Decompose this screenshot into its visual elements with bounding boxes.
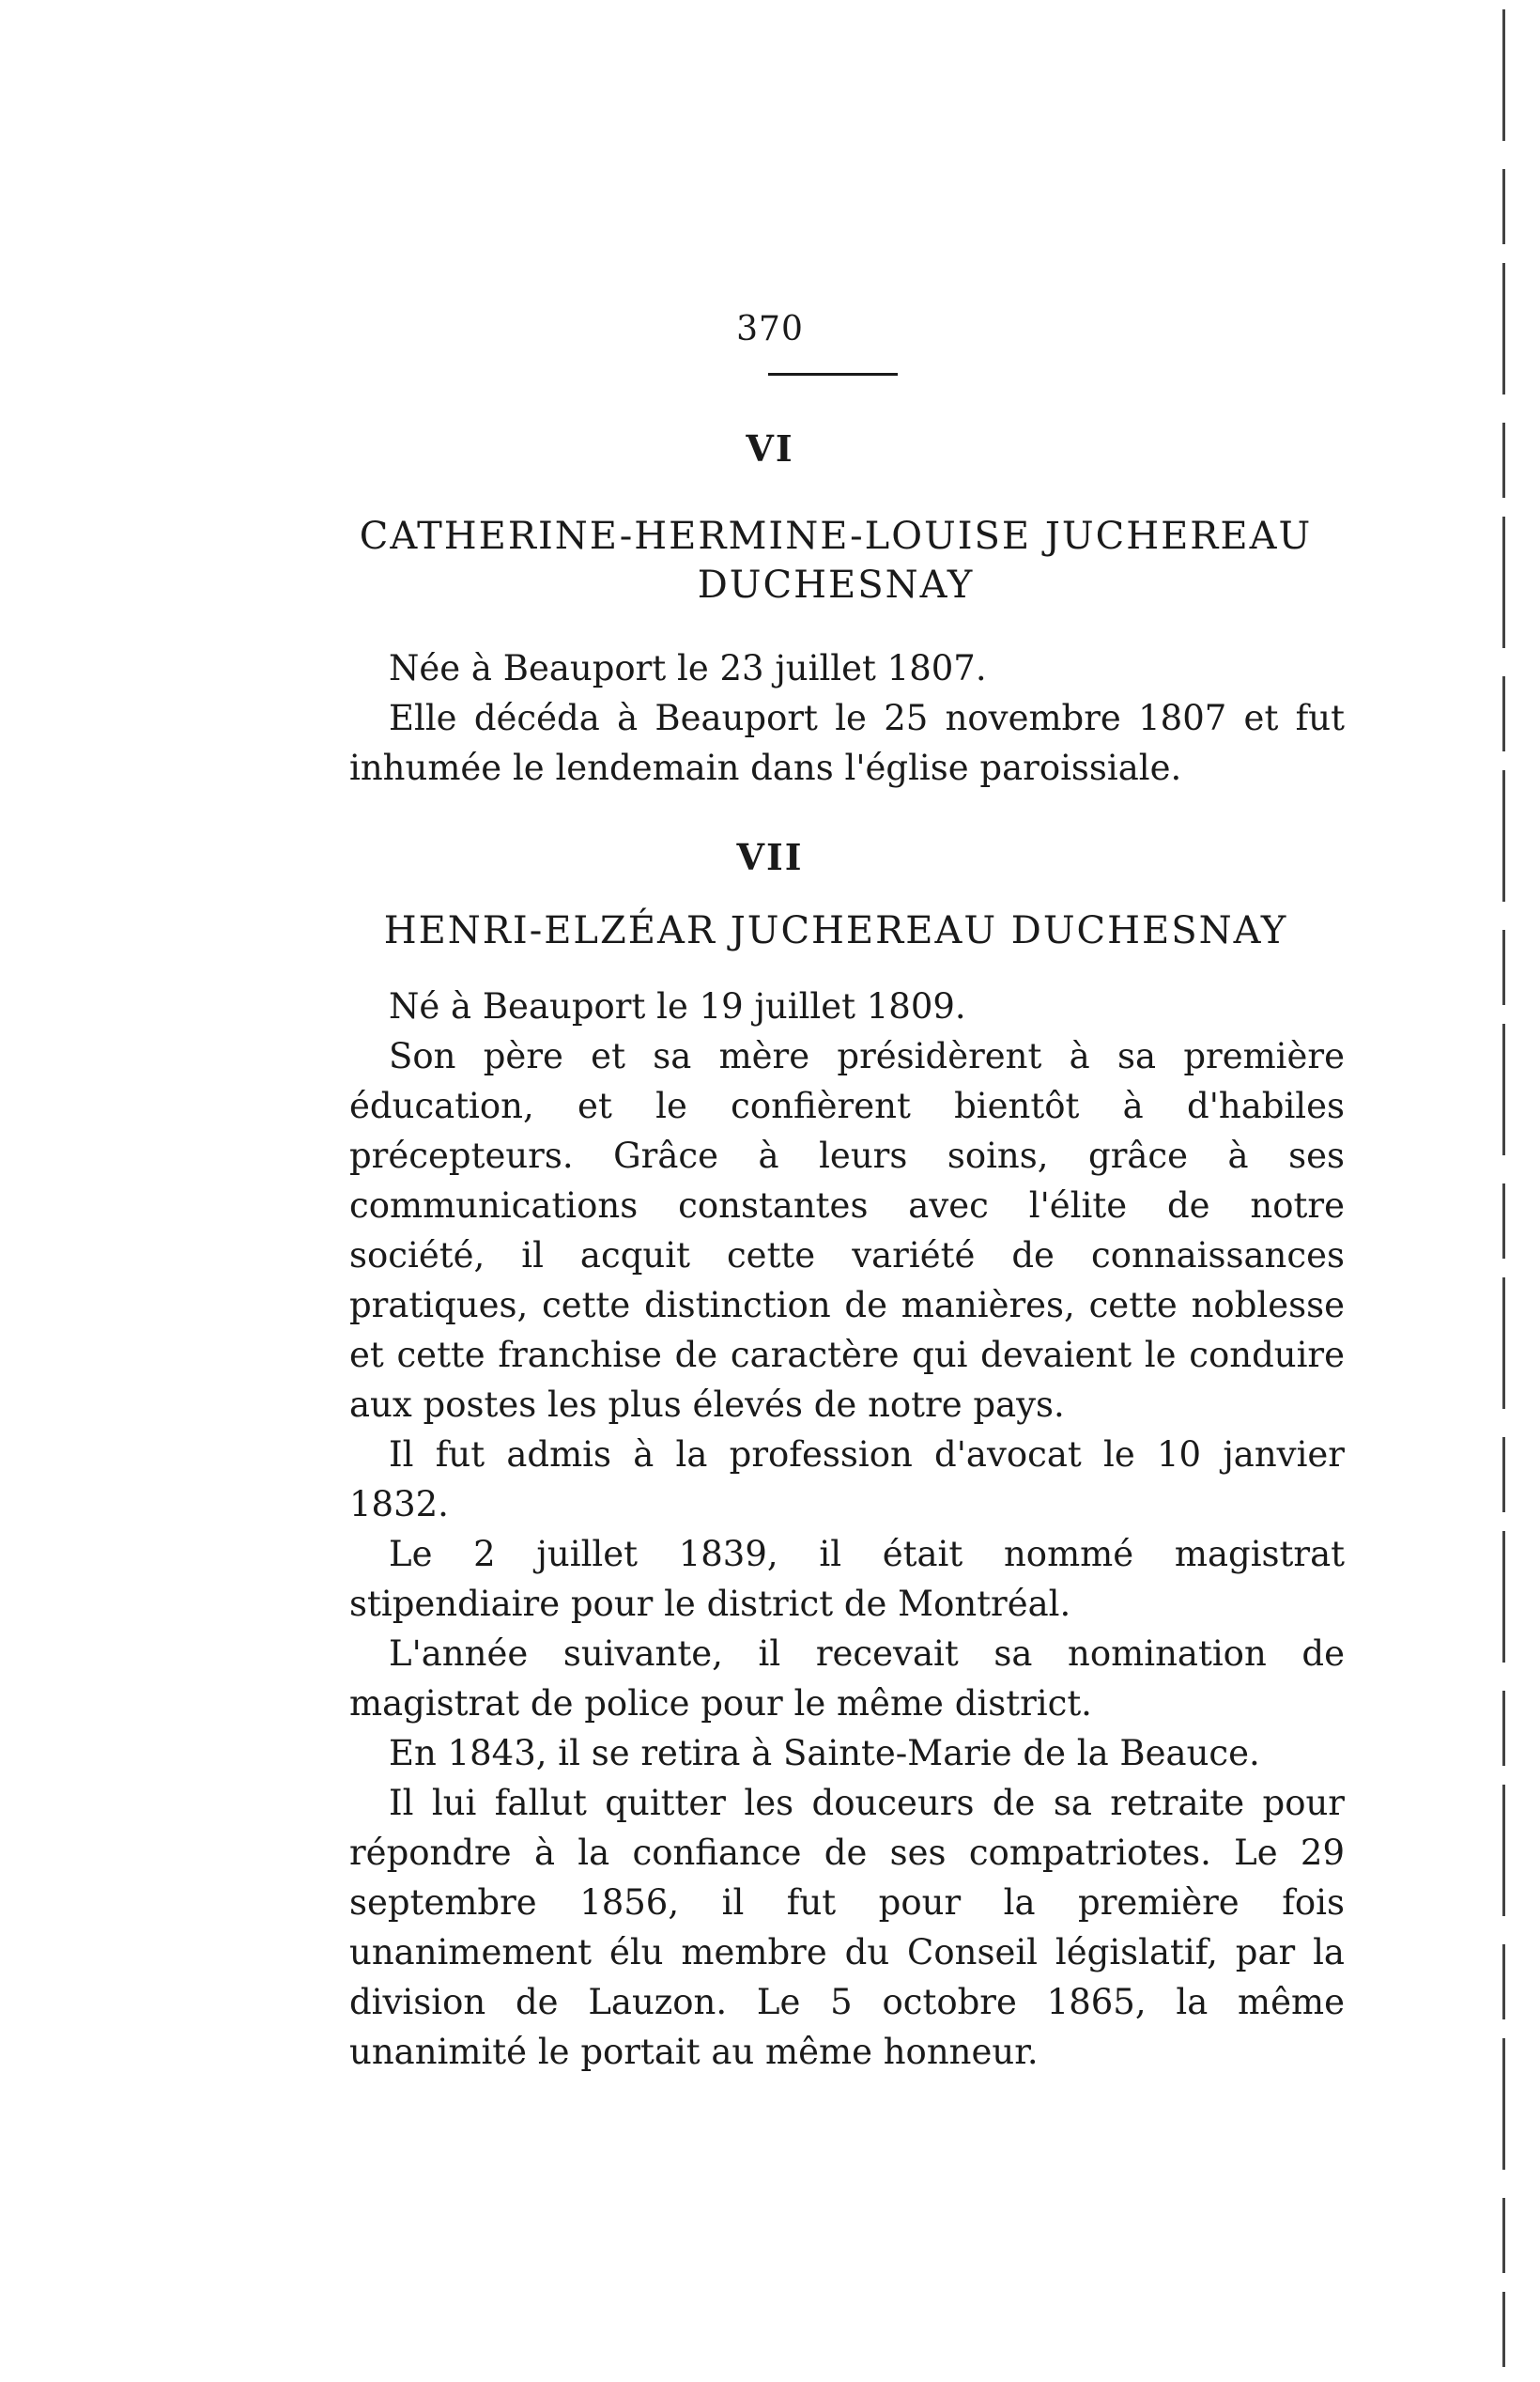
section-numeral-vii: VII (736, 836, 804, 878)
paragraph: Il fut admis à la profession d'avocat le 10 janvier 1832. (349, 1434, 1345, 1524)
paragraph: En 1843, il se retira à Sainte-Marie de la Beauce. (389, 1733, 1260, 1773)
section-body-vii (349, 982, 1345, 2077)
page-edge-line (1502, 9, 1505, 2367)
paragraph: Elle décéda à Beauport le 25 novembre 1807 et fut inhumée le lendemain dans l'église paroissiale. (349, 698, 1345, 788)
paragraph: Le 2 juillet 1839, il était nommé magistrat stipendiaire pour le district de Montréal. (349, 1534, 1345, 1624)
paragraph: Son père et sa mère présidèrent à sa première éducation, et le confièrent bientôt à d'habiles précepteurs. Grâce à leurs soins, grâce à ses communications constantes avec l'élite de notre société, il acquit cette variété de connaissances pratiques, cette distinction de manières, cette noblesse et cette franchise de caractère qui devaient le conduire aux postes les plus élevés de notre pays. (349, 1036, 1345, 1425)
section-numeral-vi: VI (746, 427, 794, 470)
page-number: 370 (736, 310, 804, 348)
paragraph: L'année suivante, il recevait sa nomination de magistrat de police pour le même district. (349, 1633, 1345, 1724)
heading-line: DUCHESNAY (697, 564, 975, 607)
section-body-vi (349, 643, 1345, 793)
paragraph: Né à Beauport le 19 juillet 1809. (389, 986, 966, 1027)
section-heading-vi (338, 512, 1333, 610)
paragraph: Il lui fallut quitter les douceurs de sa retraite pour répondre à la confiance de ses compatriotes. Le 29 septembre 1856, il fut pour la première fois unanimement élu membre du Conseil législatif, par la division de Lauzon. Le 5 octobre 1865, la même unanimité le portait au même honneur. (349, 1783, 1345, 2072)
heading-line: HENRI-ELZÉAR JUCHEREAU DUCHESNAY (383, 909, 1288, 952)
heading-line: CATHERINE-HERMINE-LOUISE JUCHEREAU (359, 515, 1313, 558)
paragraph: Née à Beauport le 23 juillet 1807. (389, 648, 987, 688)
section-heading-vii (338, 906, 1333, 955)
header-rule (768, 373, 898, 376)
